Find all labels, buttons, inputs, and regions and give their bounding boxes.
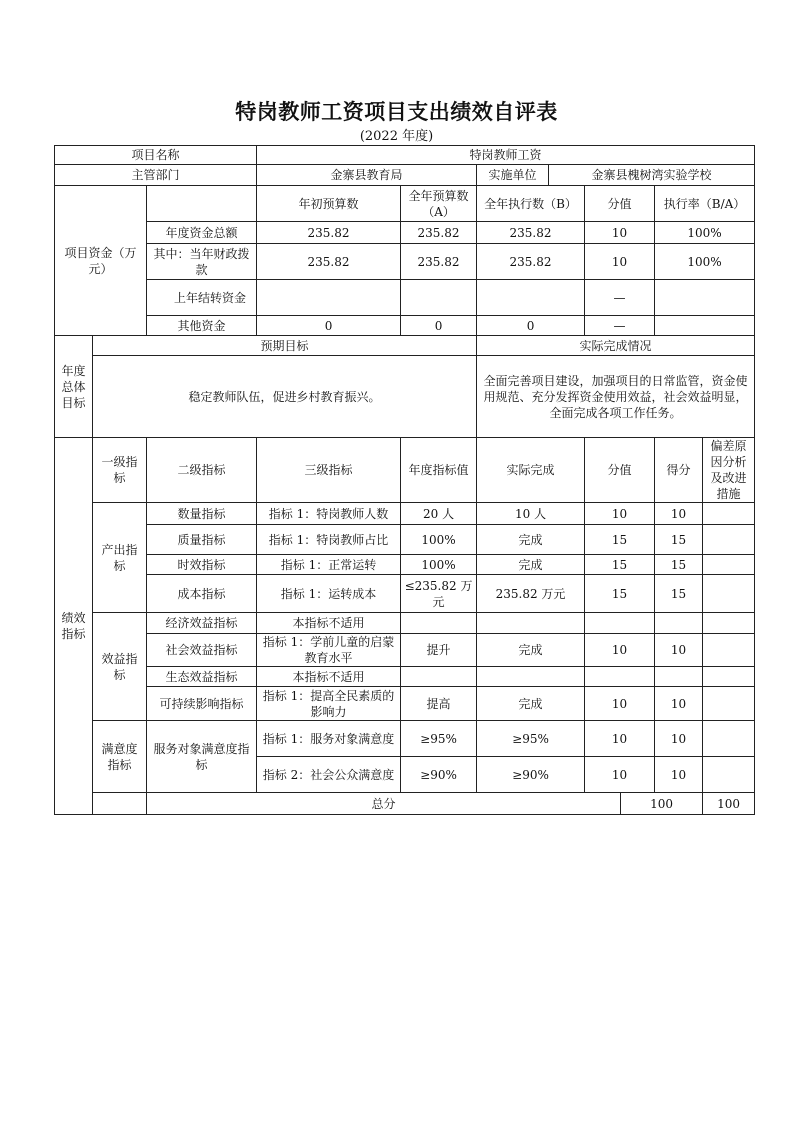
perf-header: 偏差原因分析及改进措施 [703,438,755,503]
perf-score: 15 [585,555,655,575]
perf-target: 100% [401,555,477,575]
perf-l1: 产出指标 [93,503,147,613]
funds-cell [477,280,585,316]
perf-l3: 本指标不适用 [257,613,401,634]
perf-target: ≤235.82 万元 [401,575,477,613]
funds-header: 分值 [585,186,655,222]
total-label: 总分 [147,793,621,815]
perf-score: 15 [585,525,655,555]
perf-actual: 235.82 万元 [477,575,585,613]
perf-l3: 指标 1：提高全民素质的影响力 [257,687,401,721]
page-title: 特岗教师工资项目支出绩效自评表 [235,100,558,124]
funds-row-name: 上年结转资金 [147,280,257,316]
perf-l2: 生态效益指标 [147,667,257,687]
dept-label: 主管部门 [55,165,257,186]
perf-row [55,575,755,613]
perf-l3: 本指标不适用 [257,667,401,687]
funds-header-row [55,186,755,222]
funds-row-name: 年度资金总额 [147,222,257,244]
perf-l2: 成本指标 [147,575,257,613]
perf-note [703,757,755,793]
perf-l2: 服务对象满意度指标 [147,721,257,793]
perf-header: 二级指标 [147,438,257,503]
funds-cell: 0 [401,316,477,336]
perf-score: 10 [585,721,655,757]
perf-l3: 指标 1：特岗教师人数 [257,503,401,525]
funds-cell: 235.82 [477,244,585,280]
perf-header: 实际完成 [477,438,585,503]
funds-header-blank [147,186,257,222]
funds-header: 全年执行数（B） [477,186,585,222]
funds-cell: — [585,280,655,316]
project-value: 特岗教师工资 [257,146,755,165]
perf-l2: 质量指标 [147,525,257,555]
perf-actual: ≥90% [477,757,585,793]
funds-cell: 235.82 [257,244,401,280]
perf-l2: 时效指标 [147,555,257,575]
perf-l3: 指标 1：运转成本 [257,575,401,613]
funds-cell: 10 [585,244,655,280]
perf-l3: 指标 1：特岗教师占比 [257,525,401,555]
perf-row [55,634,755,667]
funds-cell: 235.82 [401,222,477,244]
funds-row [55,244,755,280]
perf-actual [477,613,585,634]
total-score: 100 [621,793,703,815]
goals-header-row [55,336,755,356]
perf-note [703,555,755,575]
funds-header: 全年预算数（A） [401,186,477,222]
page-subtitle: (2022 年度) [359,129,434,144]
funds-cell: 100% [655,222,755,244]
perf-header-row [55,438,755,503]
perf-got [655,613,703,634]
perf-score: 15 [585,575,655,613]
perf-row [55,667,755,687]
perf-got: 10 [655,757,703,793]
perf-note [703,613,755,634]
funds-row-name: 其中：当年财政拨款 [147,244,257,280]
perf-got: 10 [655,721,703,757]
perf-target [401,667,477,687]
perf-actual: 完成 [477,555,585,575]
funds-cell [655,280,755,316]
perf-note [703,503,755,525]
project-row [55,146,755,165]
total-row [55,793,755,815]
dept-row [55,165,755,186]
perf-got: 15 [655,525,703,555]
goals-expected: 稳定教师队伍，促进乡村教育振兴。 [93,356,477,438]
perf-got: 15 [655,575,703,613]
perf-l2: 可持续影响指标 [147,687,257,721]
perf-actual: 10 人 [477,503,585,525]
perf-actual: ≥95% [477,721,585,757]
perf-got: 10 [655,503,703,525]
perf-target: 100% [401,525,477,555]
perf-header: 年度指标值 [401,438,477,503]
funds-cell: 0 [257,316,401,336]
impl-value: 金寨县槐树湾实验学校 [549,165,755,186]
goals-expected-label: 预期目标 [93,336,477,356]
perf-row [55,613,755,634]
total-blank [93,793,147,815]
perf-l3: 指标 1：学前儿童的启蒙教育水平 [257,634,401,667]
perf-row [55,555,755,575]
perf-score: 10 [585,757,655,793]
perf-score [585,667,655,687]
funds-cell: 100% [655,244,755,280]
perf-score: 10 [585,687,655,721]
funds-cell: — [585,316,655,336]
perf-l2: 经济效益指标 [147,613,257,634]
perf-note [703,667,755,687]
funds-cell: 10 [585,222,655,244]
perf-got: 10 [655,687,703,721]
perf-target: 提升 [401,634,477,667]
perf-l3: 指标 1：服务对象满意度 [257,721,401,757]
funds-row-name: 其他资金 [147,316,257,336]
perf-score: 10 [585,503,655,525]
funds-label: 项目资金（万元） [55,186,147,336]
perf-got [655,667,703,687]
evaluation-table [54,145,755,815]
funds-cell: 0 [477,316,585,336]
goals-content-row [55,356,755,438]
perf-row [55,721,755,757]
funds-header: 年初预算数 [257,186,401,222]
funds-header: 执行率（B/A） [655,186,755,222]
project-label: 项目名称 [55,146,257,165]
perf-header: 分值 [585,438,655,503]
perf-target [401,613,477,634]
perf-target: 20 人 [401,503,477,525]
perf-score [585,613,655,634]
funds-cell [257,280,401,316]
perf-note [703,634,755,667]
perf-l3: 指标 2：社会公众满意度 [257,757,401,793]
funds-row [55,316,755,336]
perf-note [703,721,755,757]
perf-actual: 完成 [477,687,585,721]
goals-label: 年度总体目标 [55,336,93,438]
perf-actual: 完成 [477,525,585,555]
perf-l1: 效益指标 [93,613,147,721]
perf-row [55,687,755,721]
perf-header: 一级指标 [93,438,147,503]
perf-l2: 社会效益指标 [147,634,257,667]
perf-note [703,525,755,555]
total-got: 100 [703,793,755,815]
perf-target: ≥90% [401,757,477,793]
perf-row [55,525,755,555]
perf-l1: 满意度指标 [93,721,147,793]
goals-actual: 全面完善项目建设，加强项目的日常监管，资金使用规范、充分发挥资金使用效益，社会效益明显，全面完成各项工作任务。 [477,356,755,438]
funds-cell [401,280,477,316]
funds-cell: 235.82 [257,222,401,244]
perf-target: ≥95% [401,721,477,757]
perf-l3: 指标 1：正常运转 [257,555,401,575]
perf-label: 绩效指标 [55,438,93,815]
perf-score: 10 [585,634,655,667]
perf-row [55,503,755,525]
funds-cell: 235.82 [401,244,477,280]
perf-l2: 数量指标 [147,503,257,525]
perf-header: 三级指标 [257,438,401,503]
perf-target: 提高 [401,687,477,721]
perf-note [703,575,755,613]
funds-row [55,222,755,244]
impl-label: 实施单位 [477,165,549,186]
funds-cell [655,316,755,336]
perf-got: 10 [655,634,703,667]
funds-row [55,280,755,316]
perf-note [703,687,755,721]
perf-actual [477,667,585,687]
dept-value: 金寨县教育局 [257,165,477,186]
perf-got: 15 [655,555,703,575]
perf-actual: 完成 [477,634,585,667]
funds-cell: 235.82 [477,222,585,244]
goals-actual-label: 实际完成情况 [477,336,755,356]
perf-header: 得分 [655,438,703,503]
